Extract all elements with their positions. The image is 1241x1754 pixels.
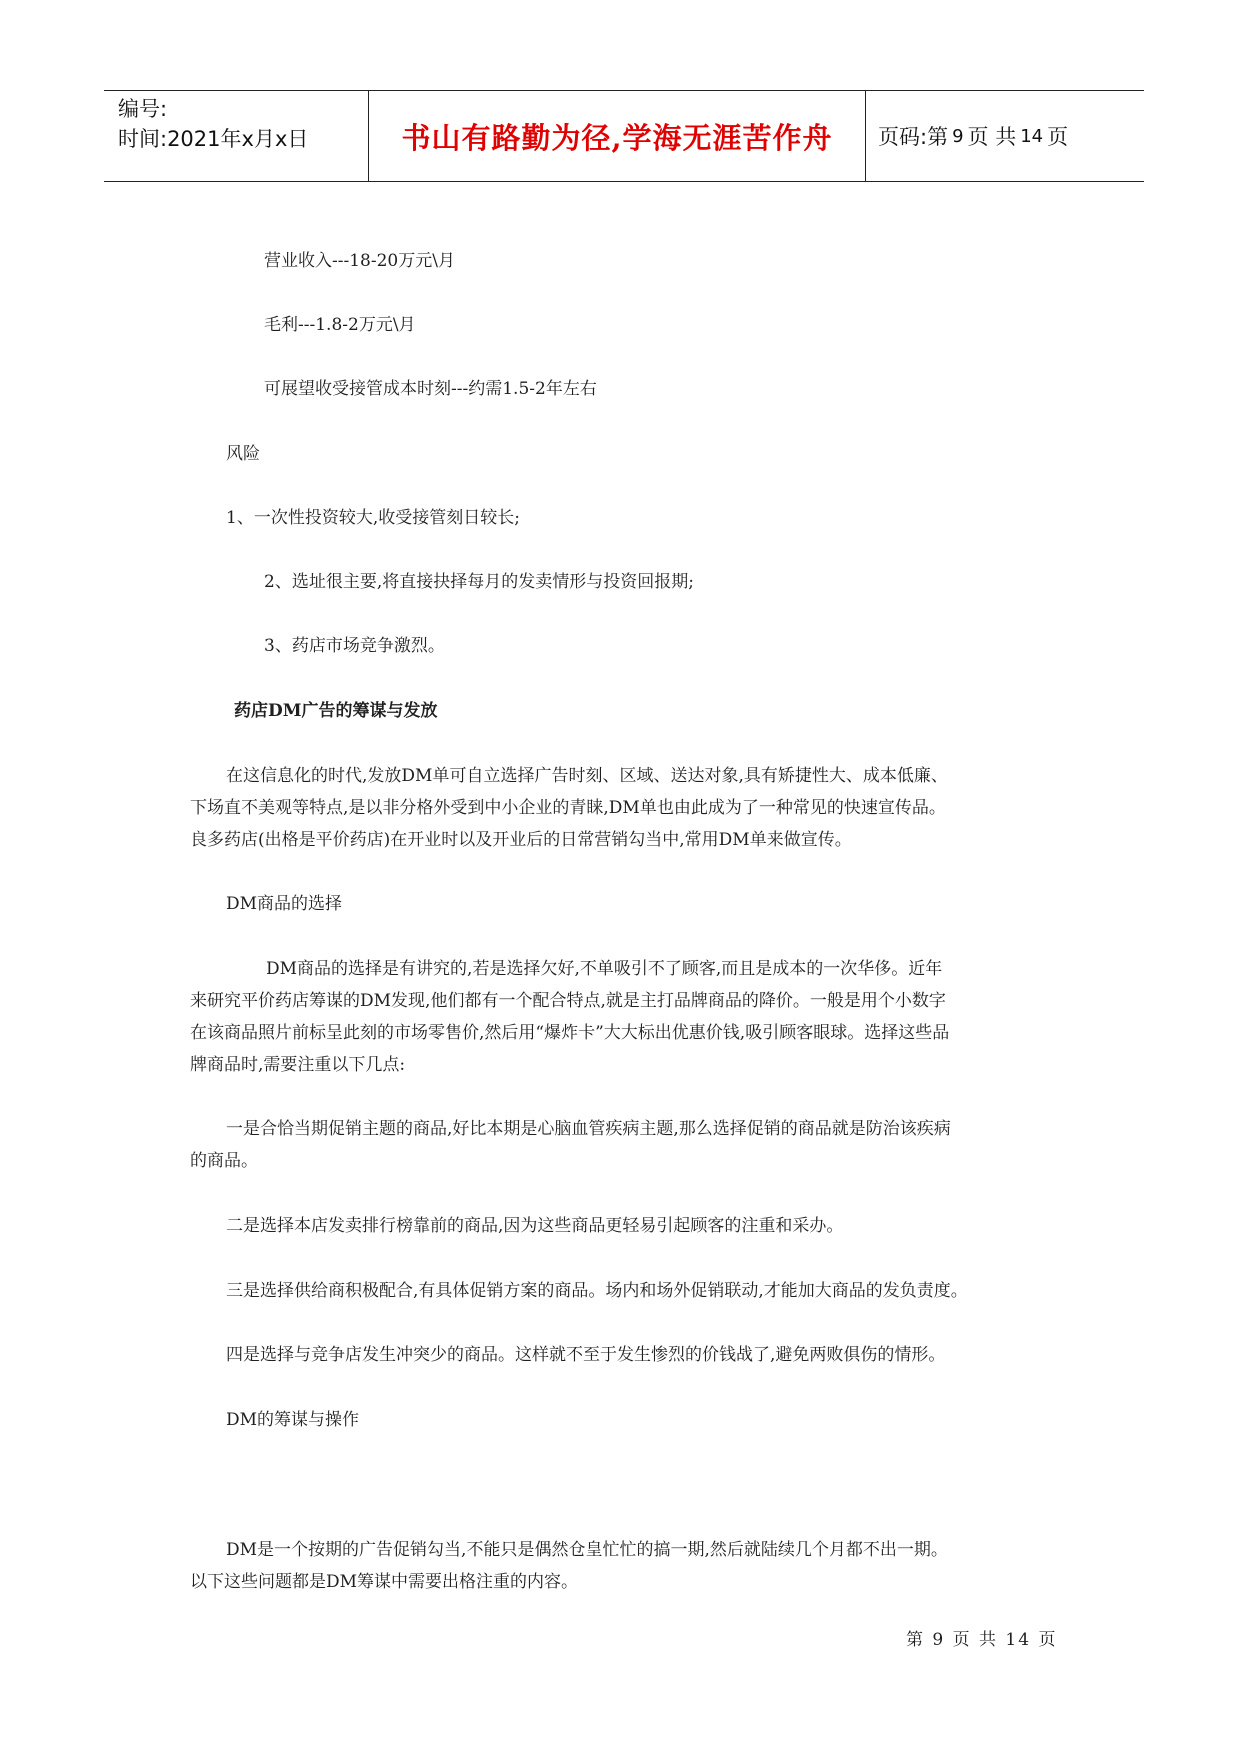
paragraph-intro bbox=[190, 760, 1070, 856]
header-motto: 书山有路勤为径,学海无涯苦作舟 bbox=[369, 91, 866, 181]
paragraph-line: DM是一个按期的广告促销勾当,不能只是偶然仓皇忙忙的搞一期,然后就陆续几个月都不出一期。 bbox=[226, 1540, 948, 1560]
revenue-line: 营业收入---18-20万元\月 bbox=[264, 251, 455, 271]
paragraph-line: 良多药店(出格是平价药店)在开业时以及开业后的日常营销勾当中,常用DM单来做宣传。 bbox=[190, 830, 852, 850]
risk-heading: 风险 bbox=[226, 444, 260, 464]
subheading-dm-goods: DM商品的选择 bbox=[226, 894, 343, 914]
page-total: 14 bbox=[1020, 125, 1044, 147]
page-prefix: 页码:第 bbox=[878, 125, 949, 149]
paragraph-line: 以下这些问题都是DM筹谋中需要出格注重的内容。 bbox=[190, 1572, 579, 1592]
paragraph-line: DM商品的选择是有讲究的,若是选择欠好,不单吸引不了顾客,而且是成本的一次华侈。近年 bbox=[266, 959, 943, 979]
number-label: 编号: bbox=[118, 97, 168, 121]
gross-profit-line: 毛利---1.8-2万元\月 bbox=[264, 315, 416, 335]
subheading-dm-planning: DM的筹谋与操作 bbox=[226, 1410, 360, 1430]
page-header bbox=[104, 90, 1144, 182]
payback-line: 可展望收受接管成本时刻---约需1.5-2年左右 bbox=[264, 379, 597, 399]
paragraph-line: 一是合恰当期促销主题的商品,好比本期是心脑血管疾病主题,那么选择促销的商品就是防治该疾病 bbox=[226, 1119, 951, 1139]
section-title: 药店DM广告的筹谋与发放 bbox=[234, 701, 438, 721]
page-mid: 页 共 bbox=[967, 125, 1017, 149]
header-meta bbox=[104, 91, 369, 181]
paragraph-line: 在这信息化的时代,发放DM单可自立选择广告时刻、区域、送达对象,具有矫捷性大、成本低廉、 bbox=[226, 766, 948, 786]
page-suffix: 页 bbox=[1047, 125, 1069, 149]
paragraph-line: 来研究平价药店筹谋的DM发现,他们都有一个配合特点,就是主打品牌商品的降价。一般是用个小数字 bbox=[190, 991, 946, 1011]
page-footer: 第 9 页 共 14 页 bbox=[906, 1630, 1058, 1650]
paragraph-point-3: 三是选择供给商积极配合,有具体促销方案的商品。场内和场外促销联动,才能加大商品的发负责度。 bbox=[226, 1281, 968, 1301]
paragraph-line: 下场直不美观等特点,是以非分格外受到中小企业的青睐,DM单也由此成为了一种常见的快速宣传品。 bbox=[190, 798, 946, 818]
paragraph-point-1 bbox=[190, 1113, 1070, 1177]
page-number: 9 bbox=[952, 125, 964, 147]
header-page-info bbox=[866, 91, 1144, 181]
paragraph-goods bbox=[190, 953, 1070, 1081]
paragraph-line: 的商品。 bbox=[190, 1151, 258, 1171]
paragraph-point-2: 二是选择本店发卖排行榜靠前的商品,因为这些商品更轻易引起顾客的注重和采办。 bbox=[226, 1216, 844, 1236]
time-label: 时间:2021年x月x日 bbox=[118, 127, 309, 151]
paragraph-line: 在该商品照片前标呈此刻的市场零售价,然后用“爆炸卡”大大标出优惠价钱,吸引顾客眼球。选择这些品 bbox=[190, 1023, 950, 1043]
paragraph-line: 牌商品时,需要注重以下几点: bbox=[190, 1055, 406, 1075]
paragraph-point-4: 四是选择与竞争店发生冲突少的商品。这样就不至于发生惨烈的价钱战了,避免两败俱伤的情形。 bbox=[226, 1345, 946, 1365]
risk-item-3: 3、药店市场竞争激烈。 bbox=[264, 636, 445, 656]
risk-item-2: 2、选址很主要,将直接抉择每月的发卖情形与投资回报期; bbox=[264, 572, 694, 592]
risk-item-1: 1、一次性投资较大,收受接管刻日较长; bbox=[226, 508, 520, 528]
paragraph-dm-planning bbox=[190, 1534, 1070, 1598]
